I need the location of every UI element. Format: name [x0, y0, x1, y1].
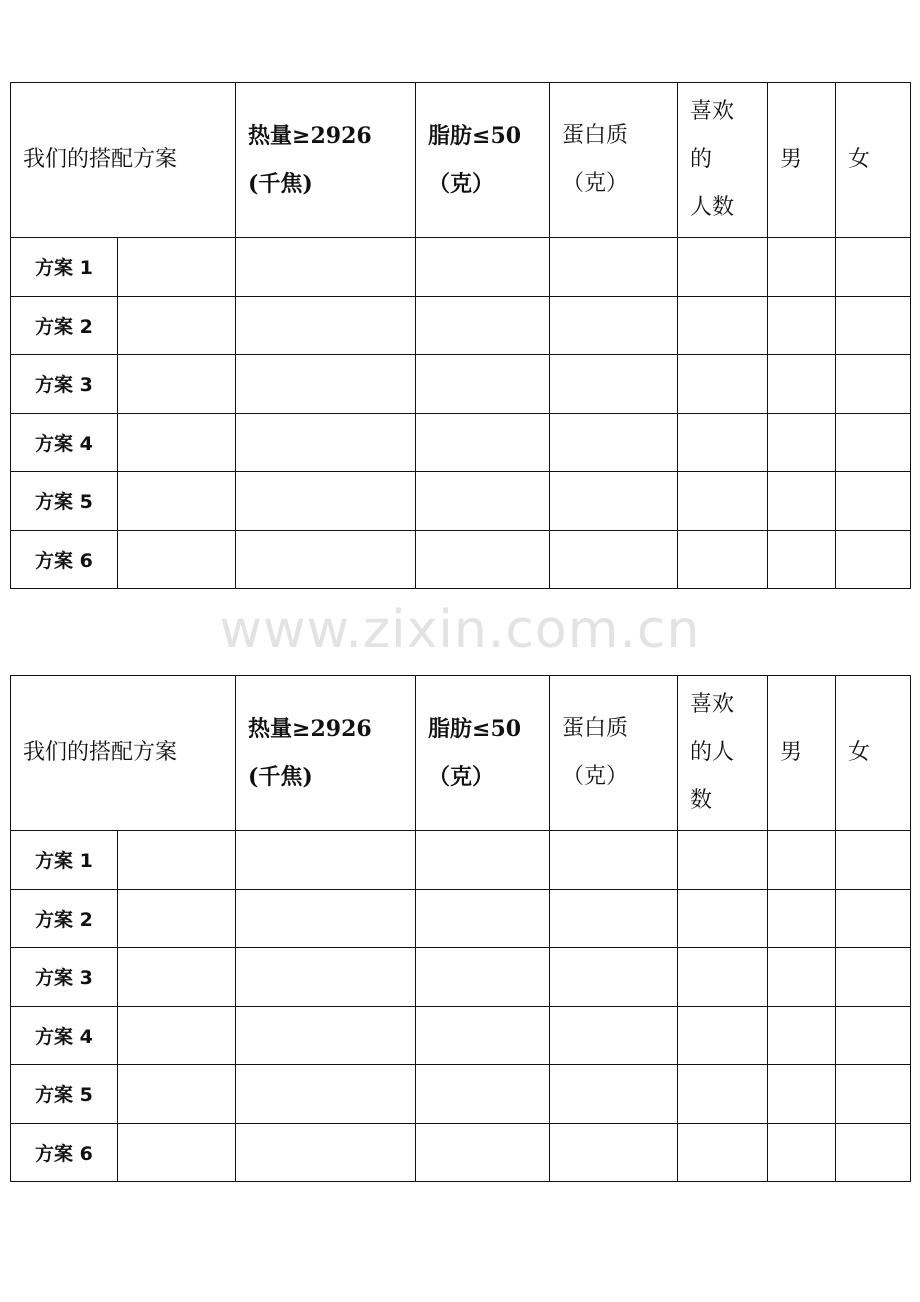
likes-cell[interactable]: [678, 413, 768, 472]
likes-cell[interactable]: [678, 1123, 768, 1182]
male-cell[interactable]: [768, 472, 836, 531]
protein-cell[interactable]: [550, 1065, 678, 1124]
male-label: 男: [780, 147, 803, 172]
female-cell[interactable]: [836, 1006, 911, 1065]
calories-unit: (千焦): [248, 764, 313, 790]
plan-row-label: 方案 1: [11, 831, 118, 890]
fat-unit: （克）: [428, 764, 495, 790]
header-fat: [416, 83, 550, 238]
plan-row-label: 方案 5: [11, 1065, 118, 1124]
plan-row-label: 方案 2: [11, 296, 118, 355]
plan-row-label: 方案 6: [11, 1123, 118, 1182]
table-row: [11, 889, 911, 948]
fat-cell[interactable]: [416, 1065, 550, 1124]
table-row: [11, 1123, 911, 1182]
protein-cell[interactable]: [550, 889, 678, 948]
fat-cell[interactable]: [416, 238, 550, 297]
plan-table-1: [10, 82, 911, 589]
plan-combo-cell[interactable]: [118, 530, 236, 589]
male-cell[interactable]: [768, 530, 836, 589]
header-female: [836, 676, 911, 831]
protein-cell[interactable]: [550, 831, 678, 890]
likes-line: 喜欢: [690, 99, 735, 124]
header-likes: [678, 676, 768, 831]
female-cell[interactable]: [836, 355, 911, 414]
female-cell[interactable]: [836, 296, 911, 355]
header-plan-title: [11, 83, 236, 238]
calories-cell[interactable]: [236, 530, 416, 589]
plan-row-label: 方案 6: [11, 530, 118, 589]
plan-combo-cell[interactable]: [118, 1123, 236, 1182]
calories-cell[interactable]: [236, 1065, 416, 1124]
plan-title-text: 我们的搭配方案: [23, 147, 178, 172]
calories-cell[interactable]: [236, 831, 416, 890]
likes-cell[interactable]: [678, 1006, 768, 1065]
male-cell[interactable]: [768, 889, 836, 948]
protein-cell[interactable]: [550, 530, 678, 589]
male-label: 男: [780, 740, 803, 765]
calories-cell[interactable]: [236, 296, 416, 355]
protein-unit: （克）: [562, 171, 629, 196]
header-plan-title: [11, 676, 236, 831]
calories-label: 热量≥2926: [248, 123, 372, 149]
plan-row-label: 方案 4: [11, 413, 118, 472]
likes-line: 的人: [690, 740, 735, 765]
table-row: [11, 831, 911, 890]
calories-label: 热量≥2926: [248, 716, 372, 742]
header-female: [836, 83, 911, 238]
plan-combo-cell[interactable]: [118, 948, 236, 1007]
plan-combo-cell[interactable]: [118, 1006, 236, 1065]
fat-cell[interactable]: [416, 413, 550, 472]
fat-label: 脂肪≤50: [428, 716, 522, 742]
table-row: [11, 472, 911, 531]
likes-cell[interactable]: [678, 238, 768, 297]
likes-cell[interactable]: [678, 472, 768, 531]
fat-cell[interactable]: [416, 889, 550, 948]
fat-cell[interactable]: [416, 1123, 550, 1182]
female-label: 女: [848, 740, 871, 765]
plan-combo-cell[interactable]: [118, 238, 236, 297]
protein-label: 蛋白质: [562, 123, 629, 148]
calories-cell[interactable]: [236, 355, 416, 414]
table-row: [11, 296, 911, 355]
male-cell[interactable]: [768, 948, 836, 1007]
protein-cell[interactable]: [550, 238, 678, 297]
likes-line: 的: [690, 147, 713, 172]
female-cell[interactable]: [836, 948, 911, 1007]
calories-cell[interactable]: [236, 238, 416, 297]
fat-cell[interactable]: [416, 355, 550, 414]
male-cell[interactable]: [768, 1065, 836, 1124]
header-row: [11, 676, 911, 831]
protein-label: 蛋白质: [562, 716, 629, 741]
likes-cell[interactable]: [678, 355, 768, 414]
likes-line: 数: [690, 788, 713, 813]
likes-cell[interactable]: [678, 831, 768, 890]
table-row: [11, 948, 911, 1007]
fat-label: 脂肪≤50: [428, 123, 522, 149]
likes-line: 喜欢: [690, 692, 735, 717]
plan-row-label: 方案 1: [11, 238, 118, 297]
fat-unit: （克）: [428, 171, 495, 197]
header-calories: [236, 83, 416, 238]
fat-cell[interactable]: [416, 530, 550, 589]
calories-unit: (千焦): [248, 171, 313, 197]
calories-cell[interactable]: [236, 1006, 416, 1065]
plan-combo-cell[interactable]: [118, 472, 236, 531]
female-label: 女: [848, 147, 871, 172]
likes-cell[interactable]: [678, 296, 768, 355]
likes-cell[interactable]: [678, 889, 768, 948]
header-protein: [550, 83, 678, 238]
header-protein: [550, 676, 678, 831]
plan-title-text: 我们的搭配方案: [23, 740, 178, 765]
calories-cell[interactable]: [236, 889, 416, 948]
calories-cell[interactable]: [236, 472, 416, 531]
likes-cell[interactable]: [678, 948, 768, 1007]
header-fat: [416, 676, 550, 831]
table-row: [11, 1006, 911, 1065]
plan-combo-cell[interactable]: [118, 355, 236, 414]
table-row: [11, 1065, 911, 1124]
plan-combo-cell[interactable]: [118, 831, 236, 890]
protein-unit: （克）: [562, 764, 629, 789]
female-cell[interactable]: [836, 889, 911, 948]
fat-cell[interactable]: [416, 1006, 550, 1065]
male-cell[interactable]: [768, 413, 836, 472]
protein-cell[interactable]: [550, 1123, 678, 1182]
calories-cell[interactable]: [236, 1123, 416, 1182]
calories-cell[interactable]: [236, 413, 416, 472]
header-row: [11, 83, 911, 238]
female-cell[interactable]: [836, 413, 911, 472]
protein-cell[interactable]: [550, 472, 678, 531]
protein-cell[interactable]: [550, 413, 678, 472]
male-cell[interactable]: [768, 1123, 836, 1182]
plan-combo-cell[interactable]: [118, 296, 236, 355]
plan-row-label: 方案 3: [11, 355, 118, 414]
fat-cell[interactable]: [416, 296, 550, 355]
male-cell[interactable]: [768, 1006, 836, 1065]
protein-cell[interactable]: [550, 948, 678, 1007]
fat-cell[interactable]: [416, 831, 550, 890]
male-cell[interactable]: [768, 296, 836, 355]
female-cell[interactable]: [836, 530, 911, 589]
plan-row-label: 方案 5: [11, 472, 118, 531]
female-cell[interactable]: [836, 472, 911, 531]
female-cell[interactable]: [836, 238, 911, 297]
plan-combo-cell[interactable]: [118, 1065, 236, 1124]
calories-cell[interactable]: [236, 948, 416, 1007]
plan-combo-cell[interactable]: [118, 413, 236, 472]
fat-cell[interactable]: [416, 472, 550, 531]
male-cell[interactable]: [768, 831, 836, 890]
protein-cell[interactable]: [550, 355, 678, 414]
male-cell[interactable]: [768, 355, 836, 414]
plan-row-label: 方案 2: [11, 889, 118, 948]
table-row: [11, 530, 911, 589]
protein-cell[interactable]: [550, 1006, 678, 1065]
plan-row-label: 方案 4: [11, 1006, 118, 1065]
female-cell[interactable]: [836, 1065, 911, 1124]
likes-cell[interactable]: [678, 530, 768, 589]
table-row: [11, 355, 911, 414]
header-male: [768, 83, 836, 238]
plan-row-label: 方案 3: [11, 948, 118, 1007]
table-row: [11, 413, 911, 472]
header-male: [768, 676, 836, 831]
header-calories: [236, 676, 416, 831]
likes-cell[interactable]: [678, 1065, 768, 1124]
plan-combo-cell[interactable]: [118, 889, 236, 948]
likes-line: 人数: [690, 195, 735, 220]
fat-cell[interactable]: [416, 948, 550, 1007]
watermark-text: www.zixin.com.cn: [219, 600, 701, 660]
header-likes: [678, 83, 768, 238]
plan-table-2: [10, 675, 911, 1182]
male-cell[interactable]: [768, 238, 836, 297]
table-row: [11, 238, 911, 297]
female-cell[interactable]: [836, 831, 911, 890]
protein-cell[interactable]: [550, 296, 678, 355]
female-cell[interactable]: [836, 1123, 911, 1182]
